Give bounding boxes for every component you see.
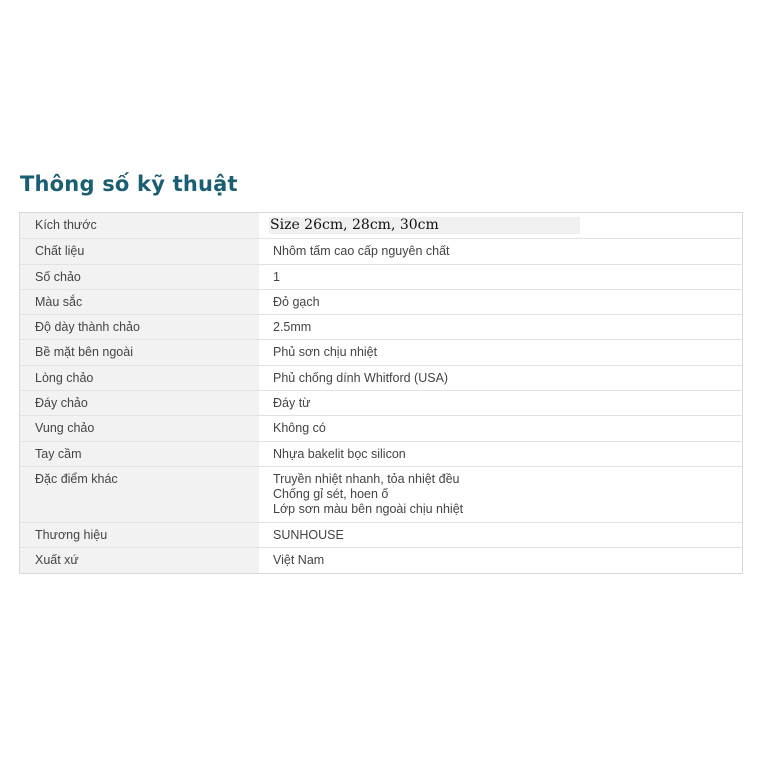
spec-value-cell	[259, 213, 742, 238]
spec-label: Số chảo	[20, 265, 259, 289]
spec-label: Độ dày thành chảo	[20, 315, 259, 339]
spec-row-color	[20, 289, 742, 314]
spec-row-handle	[20, 441, 742, 466]
spec-label: Lòng chảo	[20, 366, 259, 390]
spec-row-pan-count	[20, 264, 742, 289]
spec-label: Đáy chảo	[20, 391, 259, 415]
spec-value: Đỏ gạch	[259, 290, 742, 314]
spec-row-material	[20, 238, 742, 263]
spec-row-interior	[20, 365, 742, 390]
spec-row-lid	[20, 415, 742, 440]
spec-value: Size 26cm, 28cm, 30cm	[269, 217, 580, 234]
spec-value-line: Truyền nhiệt nhanh, tỏa nhiệt đều	[273, 471, 460, 486]
spec-label: Xuất xứ	[20, 548, 259, 572]
spec-row-exterior	[20, 339, 742, 364]
spec-row-thickness	[20, 314, 742, 339]
spec-table	[19, 212, 743, 574]
spec-row-base	[20, 390, 742, 415]
spec-value: 1	[259, 265, 742, 289]
spec-label: Màu sắc	[20, 290, 259, 314]
spec-value: Không có	[259, 416, 742, 440]
spec-value: SUNHOUSE	[259, 523, 742, 547]
spec-label: Kích thước	[20, 213, 259, 238]
spec-value-cell	[259, 467, 742, 522]
spec-value-line: Chống gỉ sét, hoen ố	[273, 486, 389, 501]
spec-row-features	[20, 466, 742, 522]
spec-row-origin	[20, 547, 742, 572]
spec-value: Phủ sơn chịu nhiệt	[259, 340, 742, 364]
spec-value: Phủ chống dính Whitford (USA)	[259, 366, 742, 390]
spec-label: Vung chảo	[20, 416, 259, 440]
spec-value: 2.5mm	[259, 315, 742, 339]
spec-label: Chất liệu	[20, 239, 259, 263]
spec-value: Đáy từ	[259, 391, 742, 415]
spec-value: Nhựa bakelit bọc silicon	[259, 442, 742, 466]
spec-label: Tay cầm	[20, 442, 259, 466]
spec-row-brand	[20, 522, 742, 547]
spec-label: Bề mặt bên ngoài	[20, 340, 259, 364]
spec-label: Đặc điểm khác	[20, 467, 259, 522]
spec-value: Nhôm tấm cao cấp nguyên chất	[259, 239, 742, 263]
spec-value-line: Lớp sơn màu bên ngoài chịu nhiệt	[273, 501, 464, 516]
spec-value: Việt Nam	[259, 548, 742, 572]
spec-label: Thương hiệu	[20, 523, 259, 547]
spec-row-size	[20, 213, 742, 238]
page-title: Thông số kỹ thuật	[20, 172, 238, 196]
